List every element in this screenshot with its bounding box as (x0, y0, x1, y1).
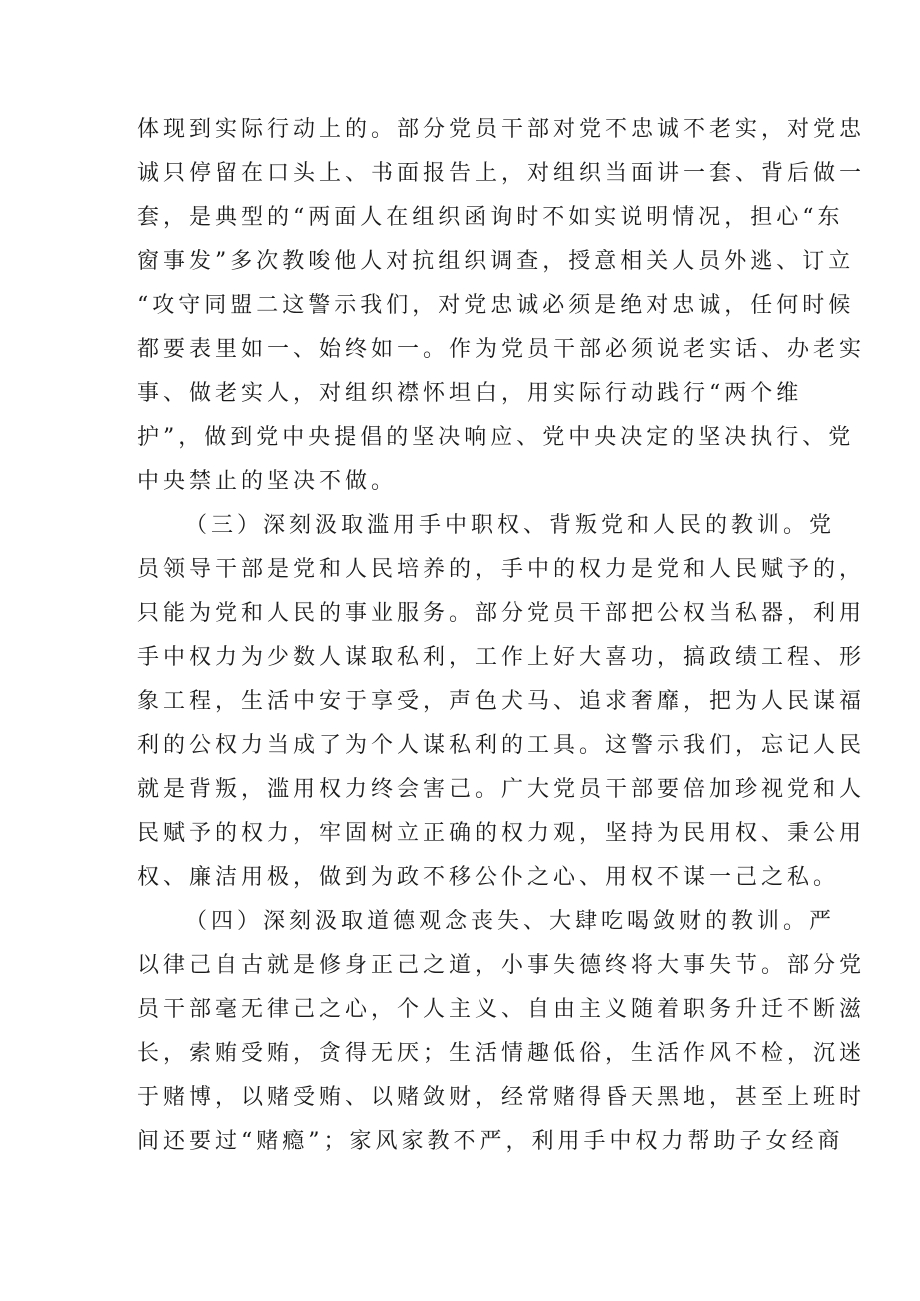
text-line: 于赌博，以赌受贿、以赌敛财，经常赌得昏天黑地，甚至上班时 (137, 1085, 866, 1110)
text-line: 民赋予的权力，牢固树立正确的权力观，坚持为民用权、秉公用 (137, 821, 866, 846)
text-line: 中央禁止的坚决不做。 (137, 469, 398, 494)
text-line: 体现到实际行动上的。部分党员干部对党不忠诚不老实，对党忠 (137, 117, 866, 142)
text-line: 事、做老实人，对组织襟怀坦白，用实际行动践行“两个维 (137, 381, 803, 406)
paragraph-heading-3: （三）深刻汲取滥用手中职权、背叛党和人民的教训。党 (185, 513, 836, 538)
text-line: 长，索贿受贿，贪得无厌；生活情趣低俗，生活作风不检，沉迷 (137, 1041, 866, 1066)
text-line: 权、廉洁用极，做到为政不移公仆之心、用权不谋一己之私。 (137, 865, 840, 890)
text-line: 套，是典型的“两面人在组织函询时不如实说明情况，担心“东 (137, 205, 844, 230)
text-line: “攻守同盟二这警示我们，对党忠诚必须是绝对忠诚，任何时候 (137, 293, 855, 318)
text-line: 利的公权力当成了为个人谋私利的工具。这警示我们，忘记人民 (137, 733, 866, 758)
text-line: 员领导干部是党和人民培养的，手中的权力是党和人民赋予的， (137, 557, 866, 582)
text-line: 护”，做到党中央提倡的坚决响应、党中央决定的坚决执行、党 (137, 425, 855, 450)
text-line: 都要表里如一、始终如一。作为党员干部必须说老实话、办老实 (137, 337, 866, 362)
text-line: 间还要过“赌瘾”；家风家教不严，利用手中权力帮助子女经商 (137, 1129, 844, 1154)
paragraph-heading-4: （四）深刻汲取道德观念丧失、大肆吃喝敛财的教训。严 (185, 909, 836, 934)
text-line: 诚只停留在口头上、书面报告上，对组织当面讲一套、背后做一 (137, 161, 866, 186)
text-line: 象工程，生活中安于享受，声色犬马、追求奢靡，把为人民谋福 (137, 689, 866, 714)
text-line: 就是背叛，滥用权力终会害己。广大党员干部要倍加珍视党和人 (137, 777, 866, 802)
text-line: 窗事发”多次教唆他人对抗组织调查，授意相关人员外逃、订立 (137, 249, 855, 274)
text-line: 手中权力为少数人谋取私利，工作上好大喜功，搞政绩工程、形 (137, 645, 866, 670)
text-line: 员干部毫无律己之心，个人主义、自由主义随着职务升迁不断滋 (137, 997, 866, 1022)
text-line: 以律己自古就是修身正己之道，小事失德终将大事失节。部分党 (137, 953, 866, 978)
text-line: 只能为党和人民的事业服务。部分党员干部把公权当私器，利用 (137, 601, 866, 626)
